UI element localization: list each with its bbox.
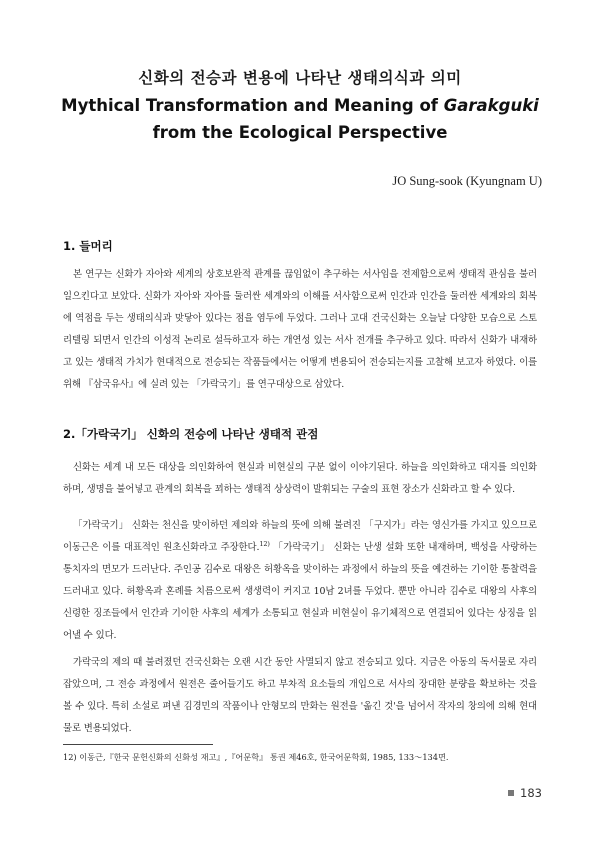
page-number	[508, 786, 542, 800]
korean-title: 신화의 전승과 변용에 나타난 생태의식과 의미	[138, 69, 462, 87]
section-1-paragraph-1: 본 연구는 신화가 자아와 세계의 상호보완적 관계를 끊임없이 추구하는 서사임을 전제함으로써 생태적 관심을 불러일으킨다고 보았다. 신화가 자아와 자아를 둘러싼 세계와의 이해를 서사함으로써 인간과 인간을 둘러싼 세계와의 회복에 역점을 두는 생태의식과 맞닿아 있다는 점을 염두에 두었다. 그러나 고대 건국신화는 오늘날 다양한 모습으로 스토리텔링 되면서 인간의 이성적 논리로 설득하고자 하는 개연성 있는 서사 전개를 추구하고 있다. 따라서 신화가 내재하고 있는 생태적 가치가 현대적으로 전승되는 작품들에서는 어떻게 변용되어 전승되는지를 고찰해 보고자 하였다. 이를 위해 『삼국유사』에 실려 있는 「가락국기」를 연구대상으로 삼았다.	[63, 269, 537, 390]
section-2-paragraph-1: 신화는 세계 내 모든 대상을 의인화하여 현실과 비현실의 구분 없이 이야기된다. 하늘을 의인화하고 대지를 의인화하며, 생명을 불어넣고 관계의 회복을 꾀하는 생태적 상상력이 발휘되는 구술의 표현 장소가 신화라고 할 수 있다.	[63, 462, 537, 495]
english-title-part-2: from the Ecological Perspective	[152, 123, 448, 142]
section-2-paragraph-3: 가락국의 제의 때 불려졌던 건국신화는 오랜 시간 동안 사멸되지 않고 전승되고 있다. 지금은 아동의 독서물로 자리 잡았으며, 그 전승 과정에서 원전은 줄어들기도 하고 부차적 요소들의 개입으로 서사의 장대한 분량을 확보하는 것을 볼 수 있다. 특히 소설로 펴낸 김경민의 작품이나 안형모의 만화는 원전을 '옮긴 것'을 넘어서 작자의 창의에 의해 현대물로 변용되었다.	[63, 657, 537, 734]
footnote-divider	[63, 744, 213, 745]
section-heading-1: 1. 들머리	[63, 239, 113, 253]
english-title	[60, 92, 540, 146]
square-bullet-icon	[508, 790, 514, 796]
english-title-italic: Garakguki	[443, 96, 539, 115]
paragraph-2-text-b: 「가락국기」 신화는 난생 설화 또한 내재하며, 백성을 사랑하는 통치자의 면모가 드러난다. 주인공 김수로 대왕은 허황옥을 맞이하는 과정에서 하늘의 뜻을 예견하는 기이한 통찰력을 드러내고 있다. 허황옥과 혼례를 치름으로써 생생력이 커지고 10남 2녀를 두었다. 뿐만 아니라 김수로 대왕의 사후의 신령한 징조들에서 인간과 기이한 사후의 세계가 소통되고 현실과 비현실이 유기체적으로 연결되어 있다는 상징을 읽어낼 수 있다.	[63, 541, 537, 641]
footnote-12: 12) 이동근,『한국 문헌신화의 신화성 재고』,『어문학』 통권 제46호, 한국어문학회, 1985, 133～134면.	[63, 752, 449, 762]
paragraph-2-text-a: 「가락국기」 신화는 천신을 맞이하던 제의와 하늘의 뜻에 의해 불려진 「구지가」라는 영신가를 가지고 있으므로 이동근은 이를 대표적인 원초신화라고 주장한다.	[63, 520, 537, 553]
author-affiliation: JO Sung-sook (Kyungnam U)	[392, 174, 542, 188]
section-heading-2: 2.「가락국기」 신화의 전승에 나타난 생태적 관점	[63, 427, 319, 441]
section-2-paragraph-2	[63, 515, 537, 646]
english-title-part-1: Mythical Transformation and Meaning of	[61, 96, 444, 115]
footnote-reference-12[interactable]: 12)	[259, 539, 270, 548]
page-number-value: 183	[520, 786, 542, 800]
